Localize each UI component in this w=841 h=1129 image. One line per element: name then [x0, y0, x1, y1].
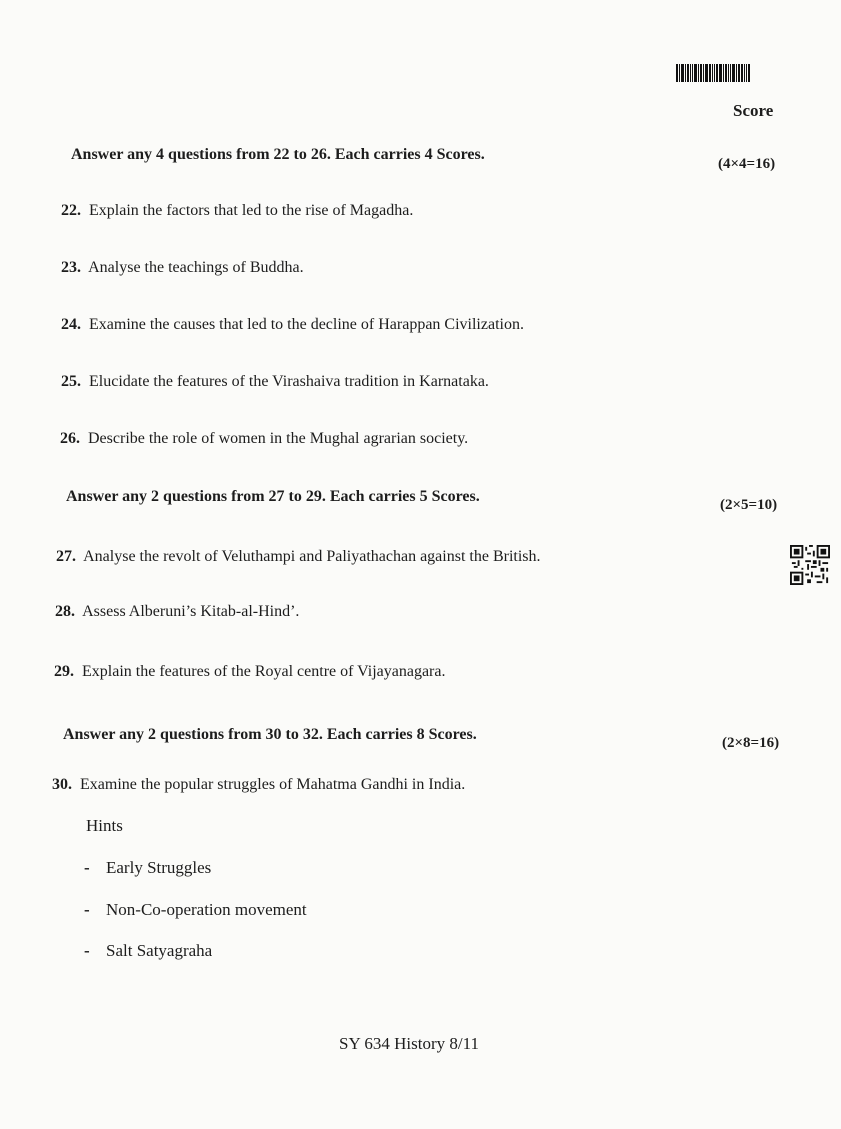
question-text: Elucidate the features of the Virashaiva tradition in Karnataka.	[89, 373, 489, 390]
hint-text: Early Struggles	[106, 858, 212, 877]
question-number: 30.	[52, 776, 72, 793]
question-number: 28.	[55, 603, 75, 620]
question-item	[61, 259, 304, 277]
question-item	[56, 548, 541, 566]
hint-bullet: -	[84, 900, 90, 919]
question-text: Analyse the teachings of Buddha.	[88, 259, 304, 276]
question-text: Describe the role of women in the Mughal agrarian society.	[88, 430, 469, 447]
question-text: Examine the popular struggles of Mahatma Gandhi in India.	[80, 776, 466, 793]
question-item	[61, 202, 413, 220]
barcode	[676, 64, 751, 82]
question-text: Explain the factors that led to the rise of Magadha.	[89, 202, 414, 219]
question-number: 27.	[56, 548, 76, 565]
section-instruction: Answer any 4 questions from 22 to 26. Each carries 4 Scores.	[71, 146, 485, 163]
section-instruction: Answer any 2 questions from 30 to 32. Each carries 8 Scores.	[63, 726, 477, 743]
section-marks: (2×8=16)	[722, 735, 780, 751]
hint-item	[84, 941, 212, 961]
page-footer: SY 634 History 8/11	[339, 1034, 479, 1053]
section-marks: (4×4=16)	[718, 156, 776, 172]
question-text: Explain the features of the Royal centre of Vijayanagara.	[82, 663, 446, 680]
hint-bullet: -	[84, 858, 90, 877]
hint-bullet: -	[84, 941, 90, 960]
question-number: 23.	[61, 259, 81, 276]
question-text: Assess Alberuni’s Kitab-al-Hind’.	[82, 603, 300, 620]
question-number: 22.	[61, 202, 81, 219]
section-instruction: Answer any 2 questions from 27 to 29. Each carries 5 Scores.	[66, 488, 480, 505]
hint-text: Non-Co-operation movement	[106, 900, 307, 919]
hints-label: Hints	[86, 816, 123, 835]
score-heading: Score	[733, 101, 774, 120]
hint-item	[84, 858, 211, 878]
qr-code-icon	[790, 545, 830, 585]
question-number: 26.	[60, 430, 80, 447]
question-item	[61, 316, 524, 334]
question-item	[54, 663, 445, 681]
question-item	[60, 430, 468, 448]
question-number: 24.	[61, 316, 81, 333]
question-item	[55, 603, 299, 621]
question-number: 29.	[54, 663, 74, 680]
question-text: Analyse the revolt of Veluthampi and Paliyathachan against the British.	[83, 548, 541, 565]
question-text: Examine the causes that led to the decline of Harappan Civilization.	[89, 316, 524, 333]
hint-text: Salt Satyagraha	[106, 941, 213, 960]
question-number: 25.	[61, 373, 81, 390]
section-marks: (2×5=10)	[720, 497, 778, 513]
question-item	[52, 776, 465, 794]
hint-item	[84, 900, 307, 920]
question-item	[61, 373, 489, 391]
